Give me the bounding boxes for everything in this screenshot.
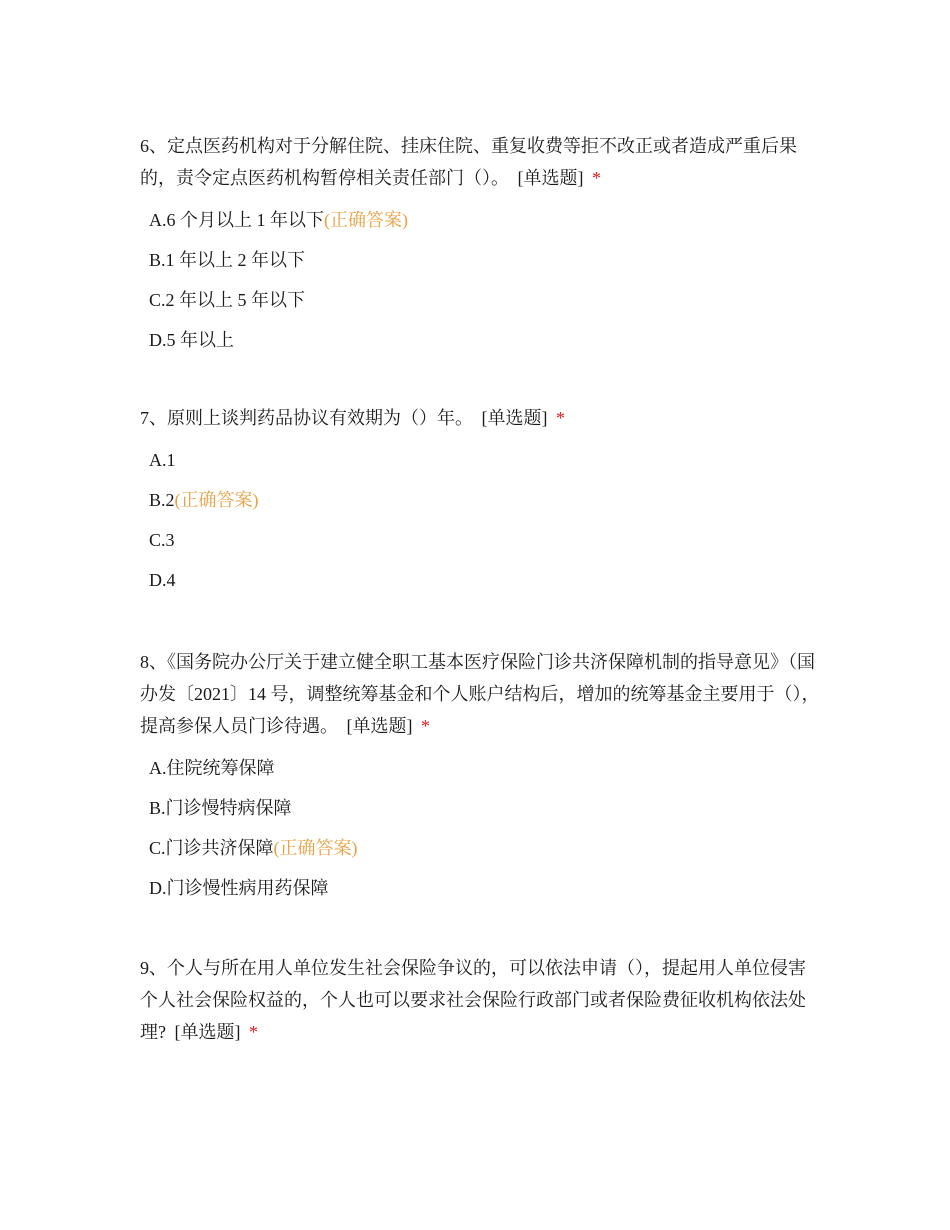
option-label: A.1: [149, 450, 176, 470]
option-b[interactable]: [149, 788, 820, 828]
question-stem: 7、原则上谈判药品协议有效期为（）年。: [140, 408, 473, 428]
question-text: [140, 130, 820, 194]
option-d[interactable]: [149, 868, 820, 908]
question-stem: 8、《国务院办公厅关于建立健全职工基本医疗保险门诊共济保障机制的指导意见》（国办发〔2021〕14 号，调整统筹基金和个人账户结构后，增加的统筹基金主要用于（），提高参保人员门诊待遇。: [140, 652, 820, 736]
question-type: [单选题]: [481, 408, 548, 428]
option-c[interactable]: [149, 520, 820, 560]
question-8: [140, 646, 820, 908]
question-6: [140, 130, 820, 360]
option-c[interactable]: [149, 280, 820, 320]
required-asterisk: *: [421, 716, 430, 736]
option-label: D.5 年以上: [149, 330, 234, 350]
option-a[interactable]: [149, 748, 820, 788]
option-b[interactable]: [149, 480, 820, 520]
correct-answer-mark: (正确答案): [273, 838, 358, 858]
question-7: [140, 402, 820, 600]
question-type: [单选题]: [517, 168, 584, 188]
option-list: [140, 440, 820, 600]
required-asterisk: *: [249, 1022, 258, 1042]
question-text: [140, 952, 820, 1048]
option-label: B.2: [149, 490, 175, 510]
option-list: [140, 748, 820, 908]
correct-answer-mark: (正确答案): [174, 490, 259, 510]
option-d[interactable]: [149, 560, 820, 600]
option-a[interactable]: [149, 200, 820, 240]
option-c[interactable]: [149, 828, 820, 868]
required-asterisk: *: [556, 408, 565, 428]
option-label: B.1 年以上 2 年以下: [149, 250, 306, 270]
option-label: D.4: [149, 570, 176, 590]
option-label: B.门诊慢特病保障: [149, 798, 292, 818]
question-stem: 9、个人与所在用人单位发生社会保险争议的，可以依法申请（），提起用人单位侵害个人社会保险权益的，个人也可以要求社会保险行政部门或者保险费征收机构依法处理?: [140, 958, 806, 1042]
question-text: [140, 646, 820, 742]
option-label: C.2 年以上 5 年以下: [149, 290, 306, 310]
option-label: D.门诊慢性病用药保障: [149, 878, 329, 898]
question-type: [单选题]: [346, 716, 413, 736]
question-text: [140, 402, 820, 434]
option-d[interactable]: [149, 320, 820, 360]
question-type: [单选题]: [174, 1022, 241, 1042]
option-label: A.住院统筹保障: [149, 758, 275, 778]
question-stem: 6、定点医药机构对于分解住院、挂床住院、重复收费等拒不改正或者造成严重后果的，责令定点医药机构暂停相关责任部门（）。: [140, 136, 797, 188]
option-list: [140, 200, 820, 360]
required-asterisk: *: [592, 168, 601, 188]
option-label: C.门诊共济保障: [149, 838, 274, 858]
option-label: A.6 个月以上 1 年以下: [149, 210, 324, 230]
survey-page: [140, 130, 820, 1082]
correct-answer-mark: (正确答案): [324, 210, 408, 230]
option-b[interactable]: [149, 240, 820, 280]
option-label: C.3: [149, 530, 175, 550]
option-a[interactable]: [149, 440, 820, 480]
question-9: [140, 952, 820, 1048]
